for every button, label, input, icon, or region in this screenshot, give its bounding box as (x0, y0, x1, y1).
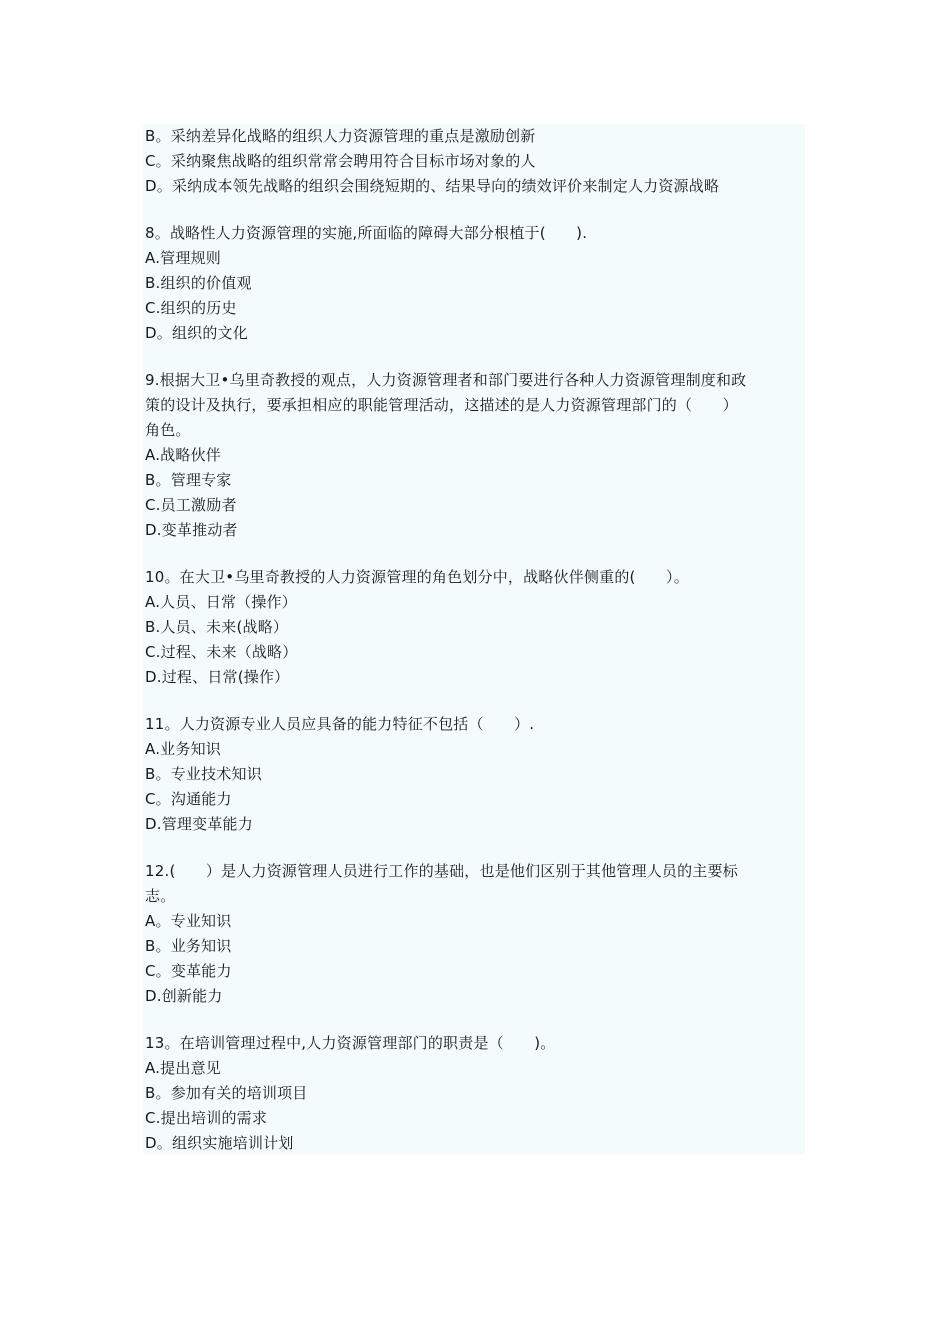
question-stem-line: 志。 (145, 887, 176, 905)
question-stem-line: 角色。 (145, 421, 191, 439)
option-line: B。参加有关的培训项目 (145, 1084, 308, 1102)
question-stem: 13。在培训管理过程中,人力资源管理部门的职责是（ )。 (145, 1034, 556, 1052)
option-line: D。采纳成本领先战略的组织会围绕短期的、结果导向的绩效评价来制定人力资源战略 (145, 177, 720, 195)
question-stem-line: 12.( ）是人力资源管理人员进行工作的基础，也是他们区别于其他管理人员的主要标 (145, 862, 738, 880)
option-line: A.管理规则 (145, 249, 221, 267)
option-line: C。采纳聚焦战略的组织常常会聘用符合目标市场对象的人 (145, 152, 536, 170)
option-line: C。变革能力 (145, 962, 232, 980)
question-stem-line: 9.根据大卫•乌里奇教授的观点，人力资源管理者和部门要进行各种人力资源管理制度和政 (145, 371, 747, 389)
question-12 (145, 859, 805, 1009)
question-10 (145, 565, 805, 690)
option-line: D。组织的文化 (145, 324, 248, 342)
option-line: A.业务知识 (145, 740, 221, 758)
option-line: C.组织的历史 (145, 299, 237, 317)
option-line: B。管理专家 (145, 471, 232, 489)
option-line: B.组织的价值观 (145, 274, 252, 292)
option-line: D.管理变革能力 (145, 815, 253, 833)
option-line: B。采纳差异化战略的组织人力资源管理的重点是激励创新 (145, 127, 536, 145)
option-line: C.提出培训的需求 (145, 1109, 268, 1127)
option-line: C.过程、未来（战略） (145, 643, 298, 661)
option-line: B。业务知识 (145, 937, 232, 955)
question-stem: 10。在大卫•乌里奇教授的人力资源管理的角色划分中，战略伙伴侧重的( ）。 (145, 568, 689, 586)
option-line: C.员工激励者 (145, 496, 237, 514)
option-line: C。沟通能力 (145, 790, 232, 808)
question-8 (145, 221, 805, 346)
option-line: B.人员、未来(战略） (145, 618, 289, 636)
option-line: A。专业知识 (145, 912, 232, 930)
option-line: A.战略伙伴 (145, 446, 221, 464)
question-7-remaining-options (145, 124, 805, 199)
option-line: A.提出意见 (145, 1059, 221, 1077)
question-9 (145, 368, 805, 543)
option-line: D.过程、日常(操作） (145, 668, 290, 686)
option-line: D。组织实施培训计划 (145, 1134, 294, 1152)
option-line: D.变革推动者 (145, 521, 238, 539)
option-line: D.创新能力 (145, 987, 223, 1005)
question-stem: 8。战略性人力资源管理的实施,所面临的障碍大部分根植于( ). (145, 224, 588, 242)
document-page (143, 124, 805, 1154)
option-line: B。专业技术知识 (145, 765, 262, 783)
question-stem: 11。人力资源专业人员应具备的能力特征不包括（ ）. (145, 715, 535, 733)
option-line: A.人员、日常（操作） (145, 593, 297, 611)
document-content (145, 124, 805, 1156)
question-stem-line: 策的设计及执行，要承担相应的职能管理活动，这描述的是人力资源管理部门的（ ） (145, 396, 738, 414)
question-11 (145, 712, 805, 837)
question-13 (145, 1031, 805, 1156)
